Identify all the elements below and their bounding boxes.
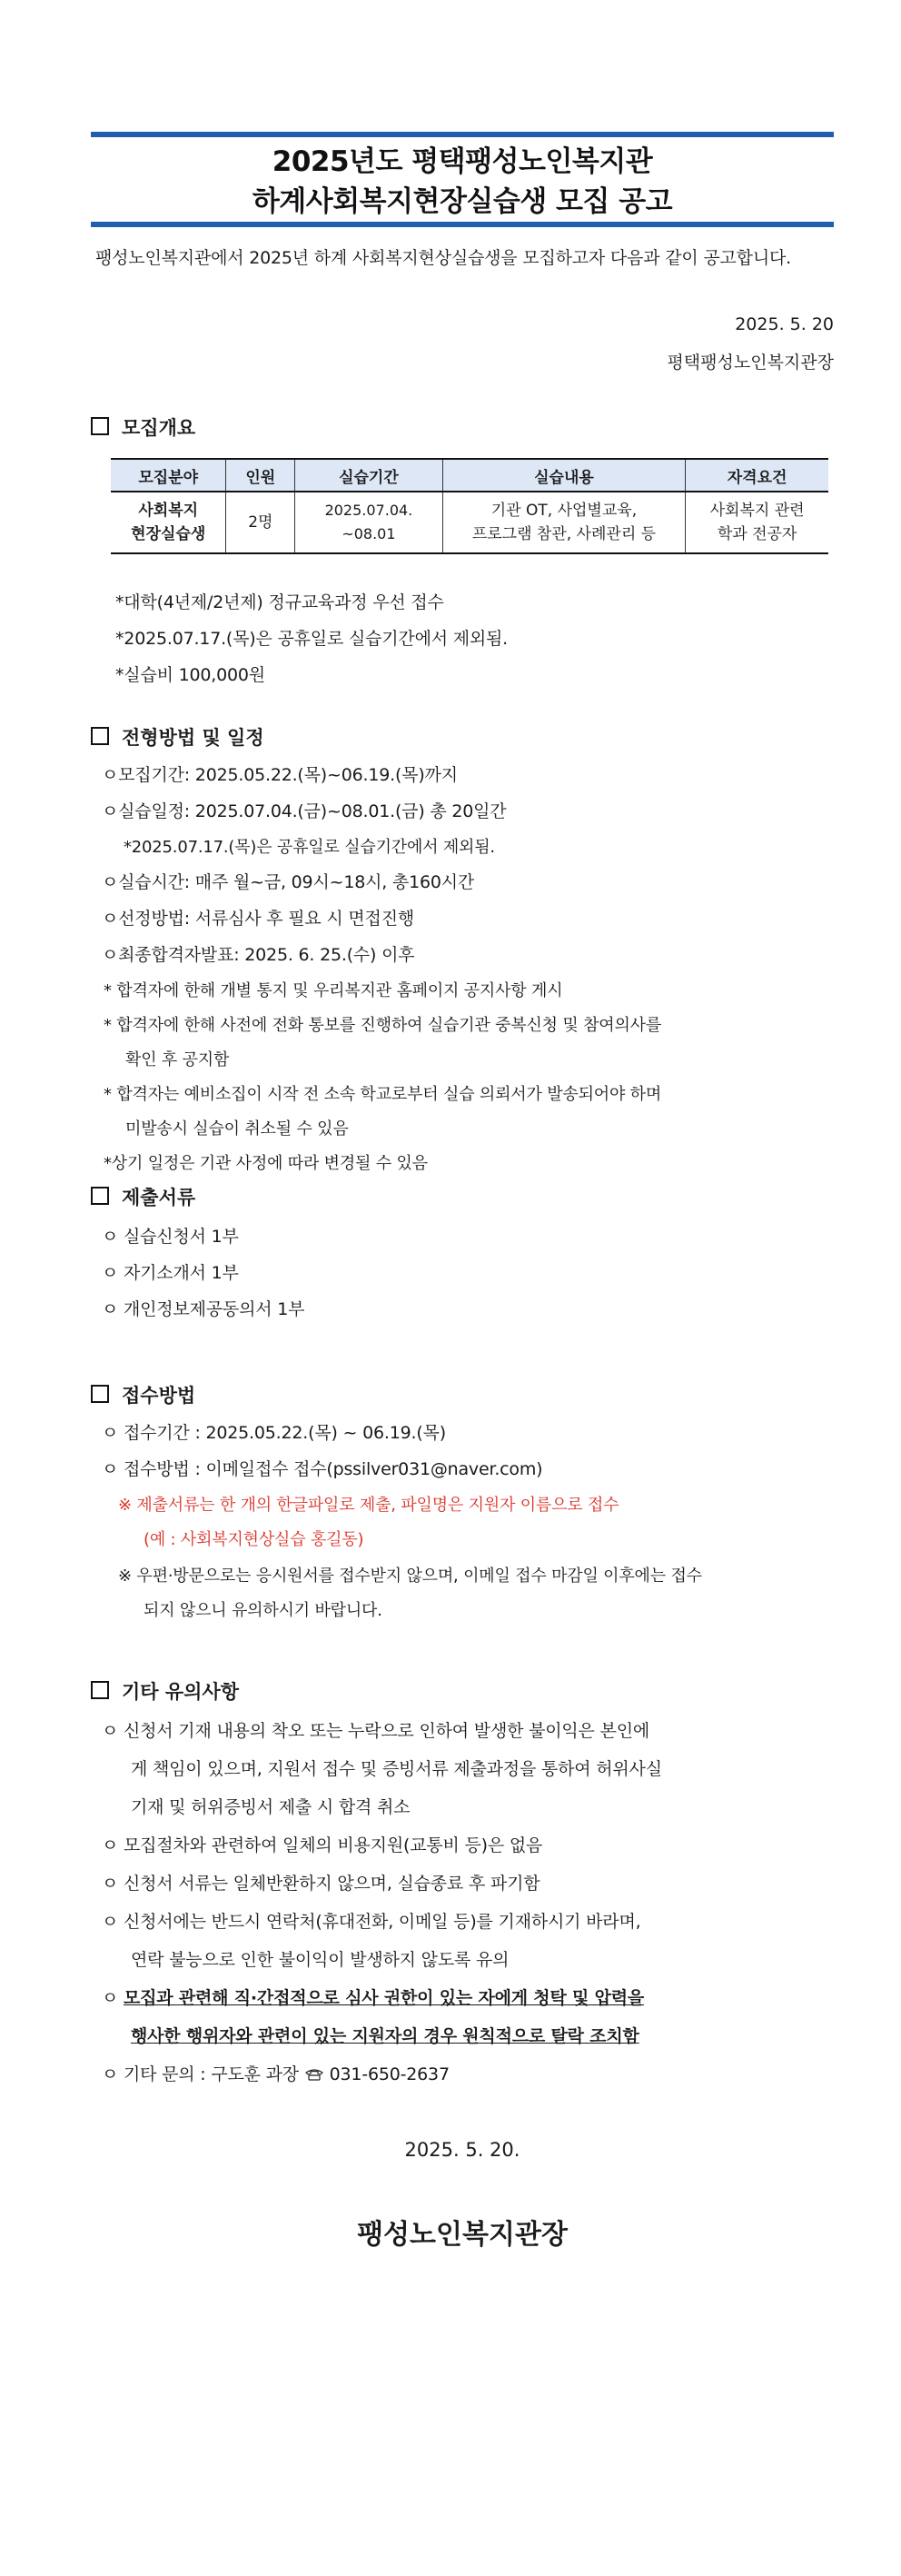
checkbox-square-icon [91,417,109,435]
page-title-line1: 2025년도 평택팽성노인복지관 [272,145,653,178]
closing-date: 2025. 5. 20. [404,2139,520,2161]
section-documents-heading: 제출서류 [91,1183,195,1210]
note-item-cont: 기재 및 허위증빙서 제출 시 합격 취소 [131,1797,411,1817]
closing-signer: 팽성노인복지관장 [357,2219,568,2251]
content-cell: 기관 OT, 사업별교육, 프로그램 참관, 사례관리 등 [442,492,686,553]
note-item-emphasis-cont: 행사한 행위자와 관련이 있는 지원자의 경우 원칙적으로 탈락 조치함 [131,2026,639,2046]
inquiry-contact: ㅇ 기타 문의 : 구도훈 과장 031-650-2637 [102,2064,450,2084]
note-item-cont: 게 책임이 있으며, 지원서 접수 및 증빙서류 제출과정을 통하여 허위사실 [131,1759,662,1779]
intro-date: 2025. 5. 20 [735,314,834,334]
selection-method: ㅇ선정방법: 서류심사 후 필요 시 면접진행 [102,909,415,929]
phone-icon [304,2068,324,2081]
section-overview-heading: 모집개요 [91,413,195,441]
title-bottom-rule [91,222,834,227]
table-header-cell: 실습기간 [295,459,443,492]
qualification-cell: 사회복지 관련 학과 전공자 [686,492,828,553]
table-row [111,492,828,553]
overview-note: *2025.07.17.(목)은 공휴일로 실습기간에서 제외됨. [115,629,509,649]
table-header-cell: 실습내용 [442,459,686,492]
submission-warning-cont: 되지 않으니 유의하시기 바랍니다. [144,1601,382,1620]
schedule-note: *상기 일정은 기관 사정에 따라 변경될 수 있음 [104,1154,428,1173]
note-item: ㅇ 신청서에는 반드시 연락처(휴대전화, 이메일 등)를 기재하시기 바라며, [102,1912,641,1932]
submission-example: (예 : 사회복지현상실습 홍길동) [144,1530,364,1549]
schedule-note: * 합격자에 한해 사전에 전화 통보를 진행하여 실습기관 중복신청 및 참여의사를 [104,1016,662,1035]
table-header-cell: 자격요건 [686,459,828,492]
submission-warning: ※ 우편·방문으로는 응시원서를 접수받지 않으며, 이메일 접수 마감일 이후에는 접수 [118,1566,702,1586]
section-notes-heading: 기타 유의사항 [91,1677,239,1705]
practice-hours: ㅇ실습시간: 매주 월~금, 09시~18시, 총160시간 [102,872,475,892]
section-selection-heading: 전형방법 및 일정 [91,723,264,751]
checkbox-square-icon [91,1385,109,1403]
final-announcement: ㅇ최종합격자발표: 2025. 6. 25.(수) 이후 [102,945,415,965]
checkbox-square-icon [91,1187,109,1205]
document-item: ㅇ 자기소개서 1부 [102,1263,239,1283]
checkbox-square-icon [91,1681,109,1699]
schedule-note: * 합격자는 예비소집이 시작 전 소속 학교로부터 실습 의뢰서가 발송되어야 하며 [104,1085,662,1104]
intro-text: 팽성노인복지관에서 2025년 하계 사회복지현상실습생을 모집하고자 다음과 같이 공고합니다. [95,248,791,268]
recruit-period: ㅇ모집기간: 2025.05.22.(목)~06.19.(목)까지 [102,765,458,785]
count-cell: 2명 [226,492,295,553]
schedule-note-cont: 확인 후 공지함 [125,1050,230,1069]
intro-issuer: 평택팽성노인복지관장 [667,353,834,373]
note-item: ㅇ 신청서 서류는 일체반환하지 않으며, 실습종료 후 파기함 [102,1874,540,1894]
schedule-note: * 합격자에 한해 개별 통지 및 우리복지관 홈페이지 공지사항 게시 [104,981,563,1000]
submission-warning: ※ 제출서류는 한 개의 한글파일로 제출, 파일명은 지원자 이름으로 접수 [118,1496,619,1515]
submission-method: ㅇ 접수방법 : 이메일접수 접수(pssilver031@naver.com) [102,1459,543,1479]
field-cell: 사회복지 현장실습생 [111,492,226,553]
recruit-table [111,458,828,554]
checkbox-square-icon [91,727,109,745]
note-item-emphasis: ㅇ 모집과 관련해 직·간접적으로 심사 권한이 있는 자에게 청탁 및 압력을 [102,1988,645,2008]
note-item: ㅇ 신청서 기재 내용의 착오 또는 누락으로 인하여 발생한 불이익은 본인에 [102,1721,650,1741]
table-header-cell: 모집분야 [111,459,226,492]
document-item: ㅇ 실습신청서 1부 [102,1227,239,1247]
submission-period: ㅇ 접수기간 : 2025.05.22.(목) ~ 06.19.(목) [102,1423,446,1443]
practice-note: *2025.07.17.(목)은 공휴일로 실습기간에서 제외됨. [124,838,495,857]
note-item: ㅇ 모집절차와 관련하여 일체의 비용지원(교통비 등)은 없음 [102,1835,543,1855]
schedule-note-cont: 미발송시 실습이 취소될 수 있음 [125,1119,349,1139]
table-header-cell: 인원 [226,459,295,492]
overview-note: *실습비 100,000원 [115,665,265,685]
title-top-rule [91,132,834,137]
practice-period: ㅇ실습일정: 2025.07.04.(금)~08.01.(금) 총 20일간 [102,801,507,821]
note-item-cont: 연락 불능으로 인한 불이익이 발생하지 않도록 유의 [131,1950,510,1970]
document-item: ㅇ 개인정보제공동의서 1부 [102,1299,305,1319]
section-submission-heading: 접수방법 [91,1381,195,1408]
overview-note: *대학(4년제/2년제) 정규교육과정 우선 접수 [115,592,444,612]
page-title-line2: 하계사회복지현장실습생 모집 공고 [252,185,673,218]
period-cell: 2025.07.04. ~08.01 [295,492,443,553]
table-header-row [111,459,828,492]
